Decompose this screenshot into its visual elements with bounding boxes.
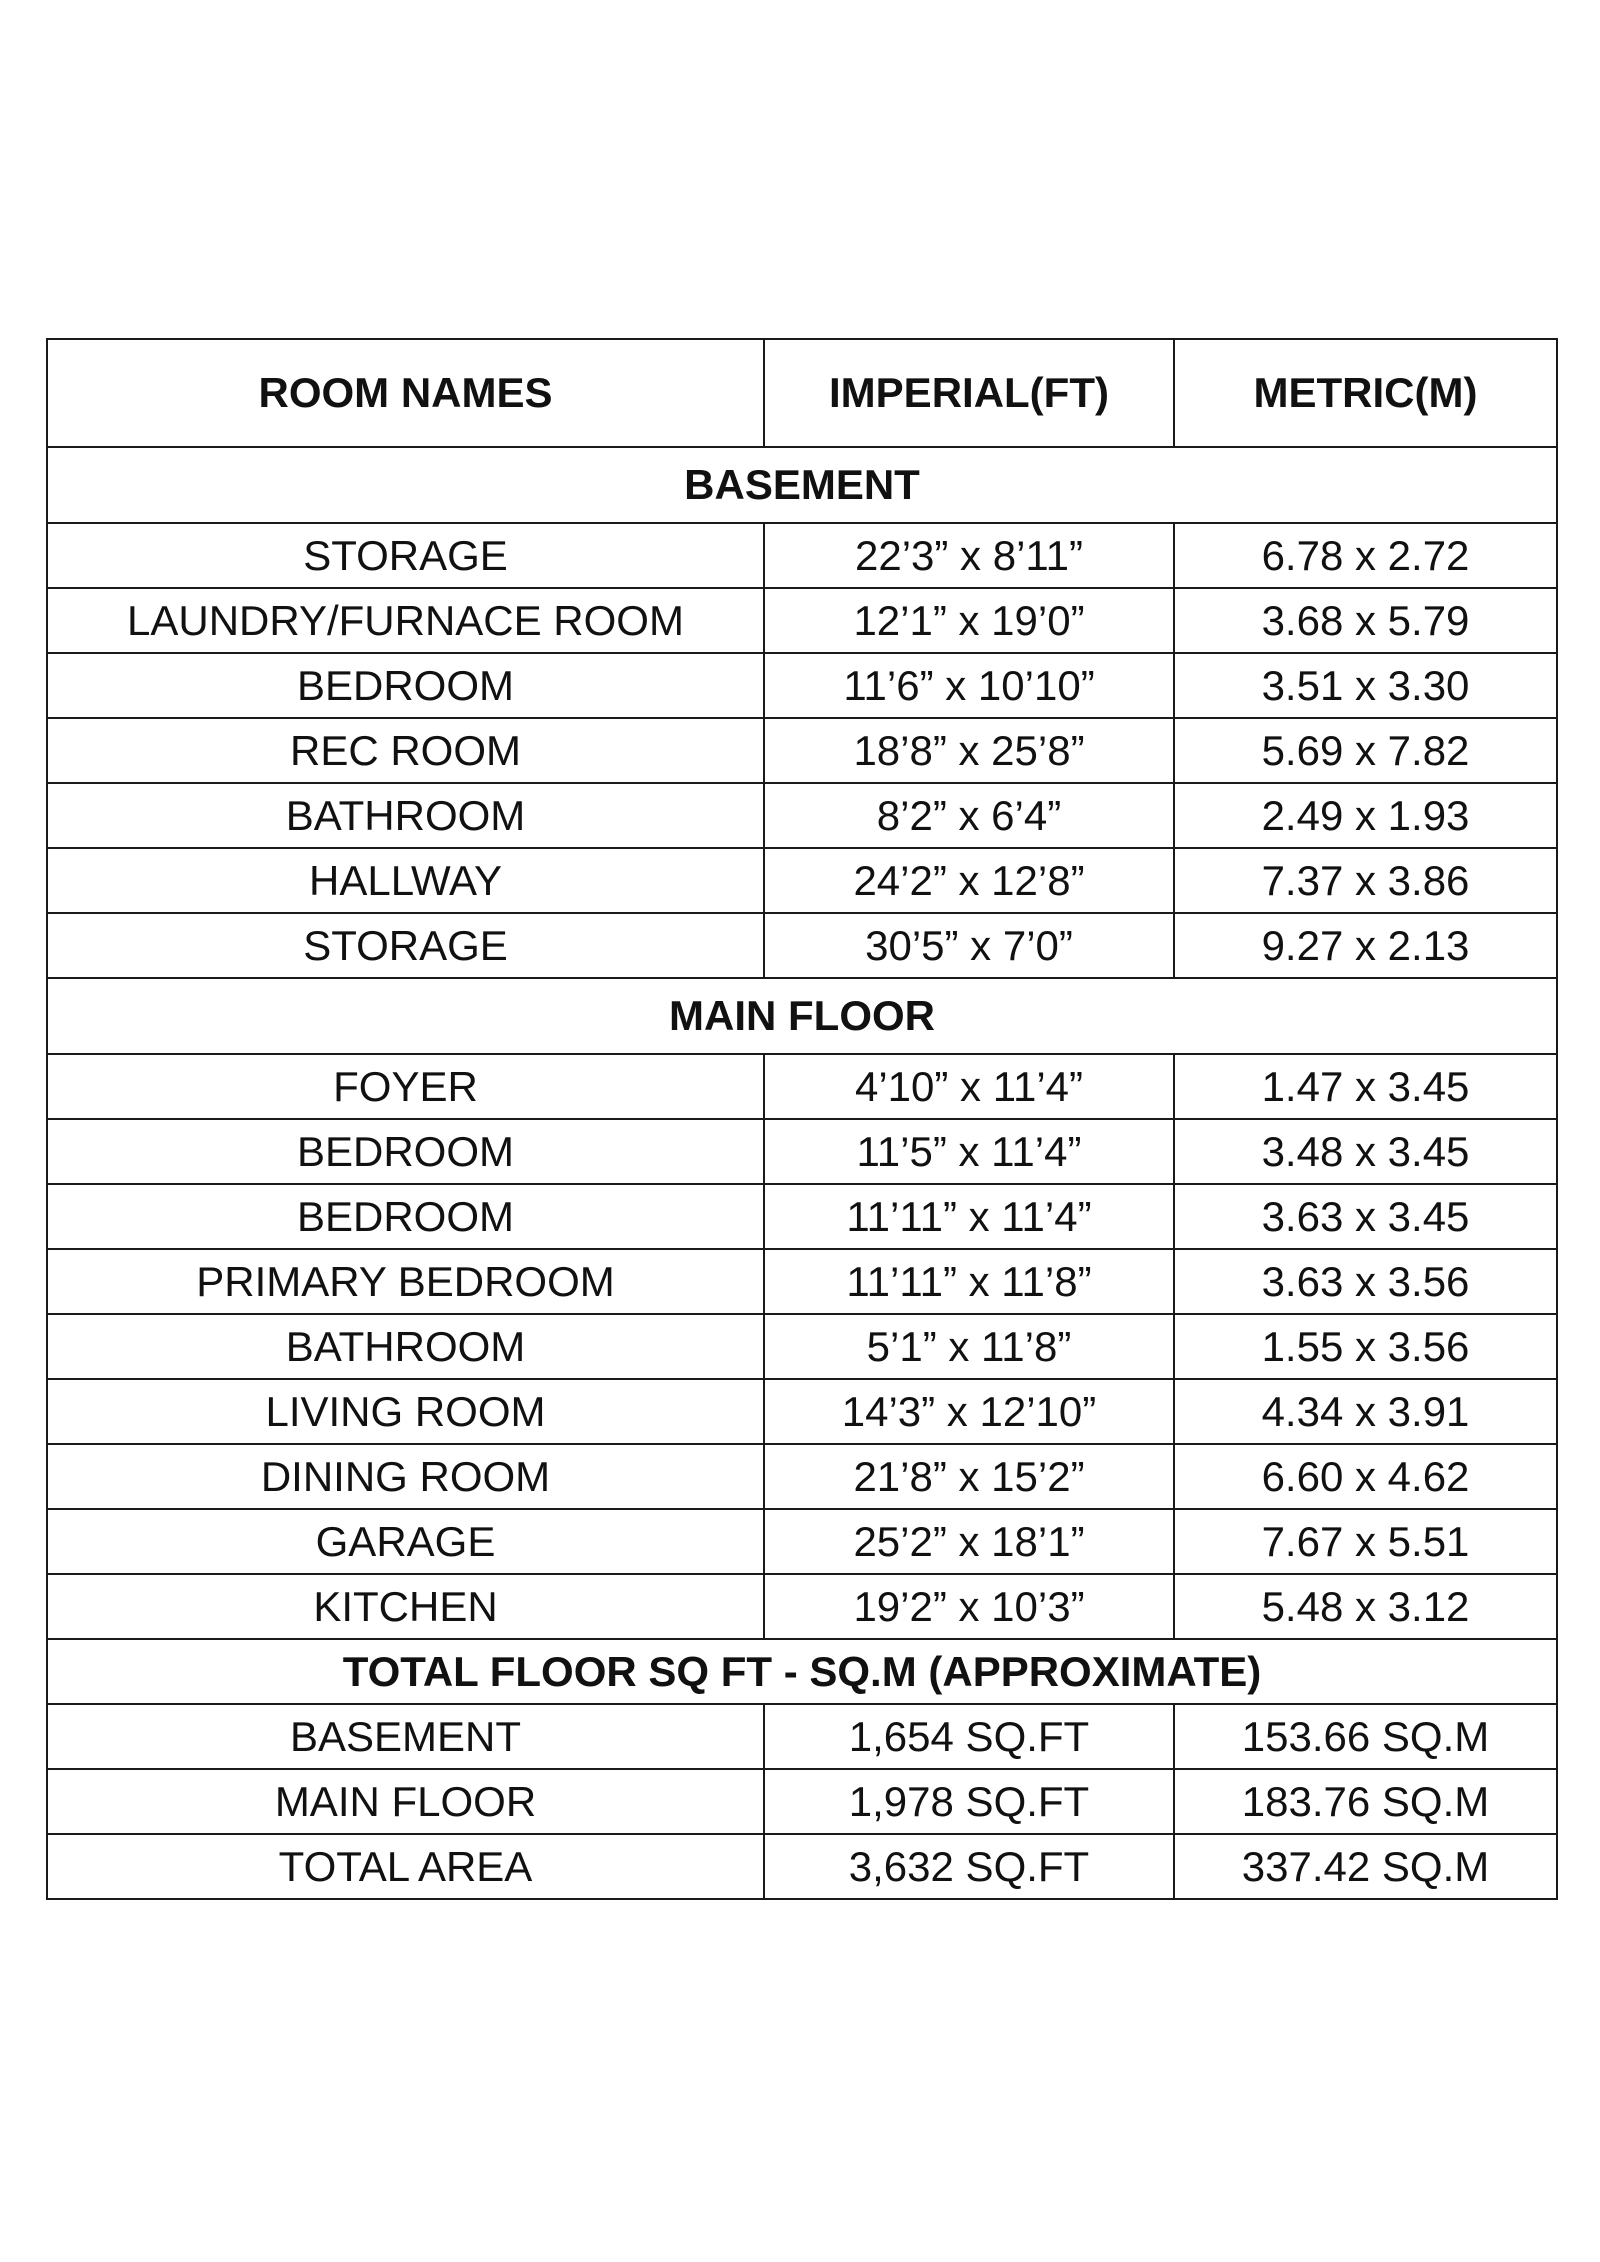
total-floor-cell: TOTAL AREA [47,1834,764,1899]
metric-cell: 9.27 x 2.13 [1174,913,1557,978]
imperial-cell: 11’11” x 11’4” [764,1184,1174,1249]
total-sqm-cell: 337.42 SQ.M [1174,1834,1557,1899]
table-row [47,1574,1557,1639]
room-name-cell: DINING ROOM [47,1444,764,1509]
imperial-cell: 19’2” x 10’3” [764,1574,1174,1639]
imperial-cell: 14’3” x 12’10” [764,1379,1174,1444]
table-row [47,1119,1557,1184]
metric-cell: 3.48 x 3.45 [1174,1119,1557,1184]
imperial-cell: 4’10” x 11’4” [764,1054,1174,1119]
room-name-cell: BATHROOM [47,1314,764,1379]
metric-cell: 3.68 x 5.79 [1174,588,1557,653]
totals-title: TOTAL FLOOR SQ FT - SQ.M (APPROXIMATE) [47,1639,1557,1704]
imperial-cell: 24’2” x 12’8” [764,848,1174,913]
imperial-cell: 5’1” x 11’8” [764,1314,1174,1379]
section-row [47,978,1557,1054]
room-name-cell: GARAGE [47,1509,764,1574]
table-row [47,1054,1557,1119]
imperial-cell: 11’6” x 10’10” [764,653,1174,718]
table-row [47,653,1557,718]
imperial-cell: 8’2” x 6’4” [764,783,1174,848]
room-dimensions-table [46,338,1558,1900]
totals-title-row [47,1639,1557,1704]
table-row [47,1249,1557,1314]
section-row [47,447,1557,523]
total-floor-cell: BASEMENT [47,1704,764,1769]
total-sqft-cell: 1,654 SQ.FT [764,1704,1174,1769]
metric-cell: 3.63 x 3.45 [1174,1184,1557,1249]
totals-row [47,1769,1557,1834]
totals-row [47,1704,1557,1769]
metric-cell: 2.49 x 1.93 [1174,783,1557,848]
total-sqft-cell: 3,632 SQ.FT [764,1834,1174,1899]
header-room-names: ROOM NAMES [47,339,764,447]
metric-cell: 4.34 x 3.91 [1174,1379,1557,1444]
room-name-cell: STORAGE [47,913,764,978]
room-name-cell: LIVING ROOM [47,1379,764,1444]
section-title: MAIN FLOOR [47,978,1557,1054]
table-header-row [47,339,1557,447]
room-name-cell: BEDROOM [47,1184,764,1249]
metric-cell: 6.60 x 4.62 [1174,1444,1557,1509]
table-row [47,1314,1557,1379]
metric-cell: 7.37 x 3.86 [1174,848,1557,913]
imperial-cell: 30’5” x 7’0” [764,913,1174,978]
room-name-cell: BATHROOM [47,783,764,848]
header-metric: METRIC(M) [1174,339,1557,447]
metric-cell: 3.63 x 3.56 [1174,1249,1557,1314]
table-row [47,523,1557,588]
metric-cell: 3.51 x 3.30 [1174,653,1557,718]
imperial-cell: 12’1” x 19’0” [764,588,1174,653]
section-title: BASEMENT [47,447,1557,523]
metric-cell: 7.67 x 5.51 [1174,1509,1557,1574]
room-name-cell: PRIMARY BEDROOM [47,1249,764,1314]
table-row [47,1379,1557,1444]
room-name-cell: STORAGE [47,523,764,588]
header-imperial: IMPERIAL(FT) [764,339,1174,447]
room-name-cell: FOYER [47,1054,764,1119]
table-row [47,718,1557,783]
metric-cell: 5.48 x 3.12 [1174,1574,1557,1639]
room-name-cell: HALLWAY [47,848,764,913]
metric-cell: 1.55 x 3.56 [1174,1314,1557,1379]
total-sqm-cell: 183.76 SQ.M [1174,1769,1557,1834]
imperial-cell: 21’8” x 15’2” [764,1444,1174,1509]
table-row [47,1444,1557,1509]
metric-cell: 5.69 x 7.82 [1174,718,1557,783]
room-name-cell: LAUNDRY/FURNACE ROOM [47,588,764,653]
table-row [47,1509,1557,1574]
table-row [47,1184,1557,1249]
imperial-cell: 11’11” x 11’8” [764,1249,1174,1314]
table-row [47,848,1557,913]
table-row [47,783,1557,848]
table-row [47,588,1557,653]
room-name-cell: REC ROOM [47,718,764,783]
totals-row [47,1834,1557,1899]
imperial-cell: 25’2” x 18’1” [764,1509,1174,1574]
total-sqm-cell: 153.66 SQ.M [1174,1704,1557,1769]
room-name-cell: BEDROOM [47,1119,764,1184]
table-row [47,913,1557,978]
metric-cell: 1.47 x 3.45 [1174,1054,1557,1119]
metric-cell: 6.78 x 2.72 [1174,523,1557,588]
total-floor-cell: MAIN FLOOR [47,1769,764,1834]
imperial-cell: 18’8” x 25’8” [764,718,1174,783]
imperial-cell: 22’3” x 8’11” [764,523,1174,588]
imperial-cell: 11’5” x 11’4” [764,1119,1174,1184]
room-name-cell: BEDROOM [47,653,764,718]
total-sqft-cell: 1,978 SQ.FT [764,1769,1174,1834]
room-name-cell: KITCHEN [47,1574,764,1639]
